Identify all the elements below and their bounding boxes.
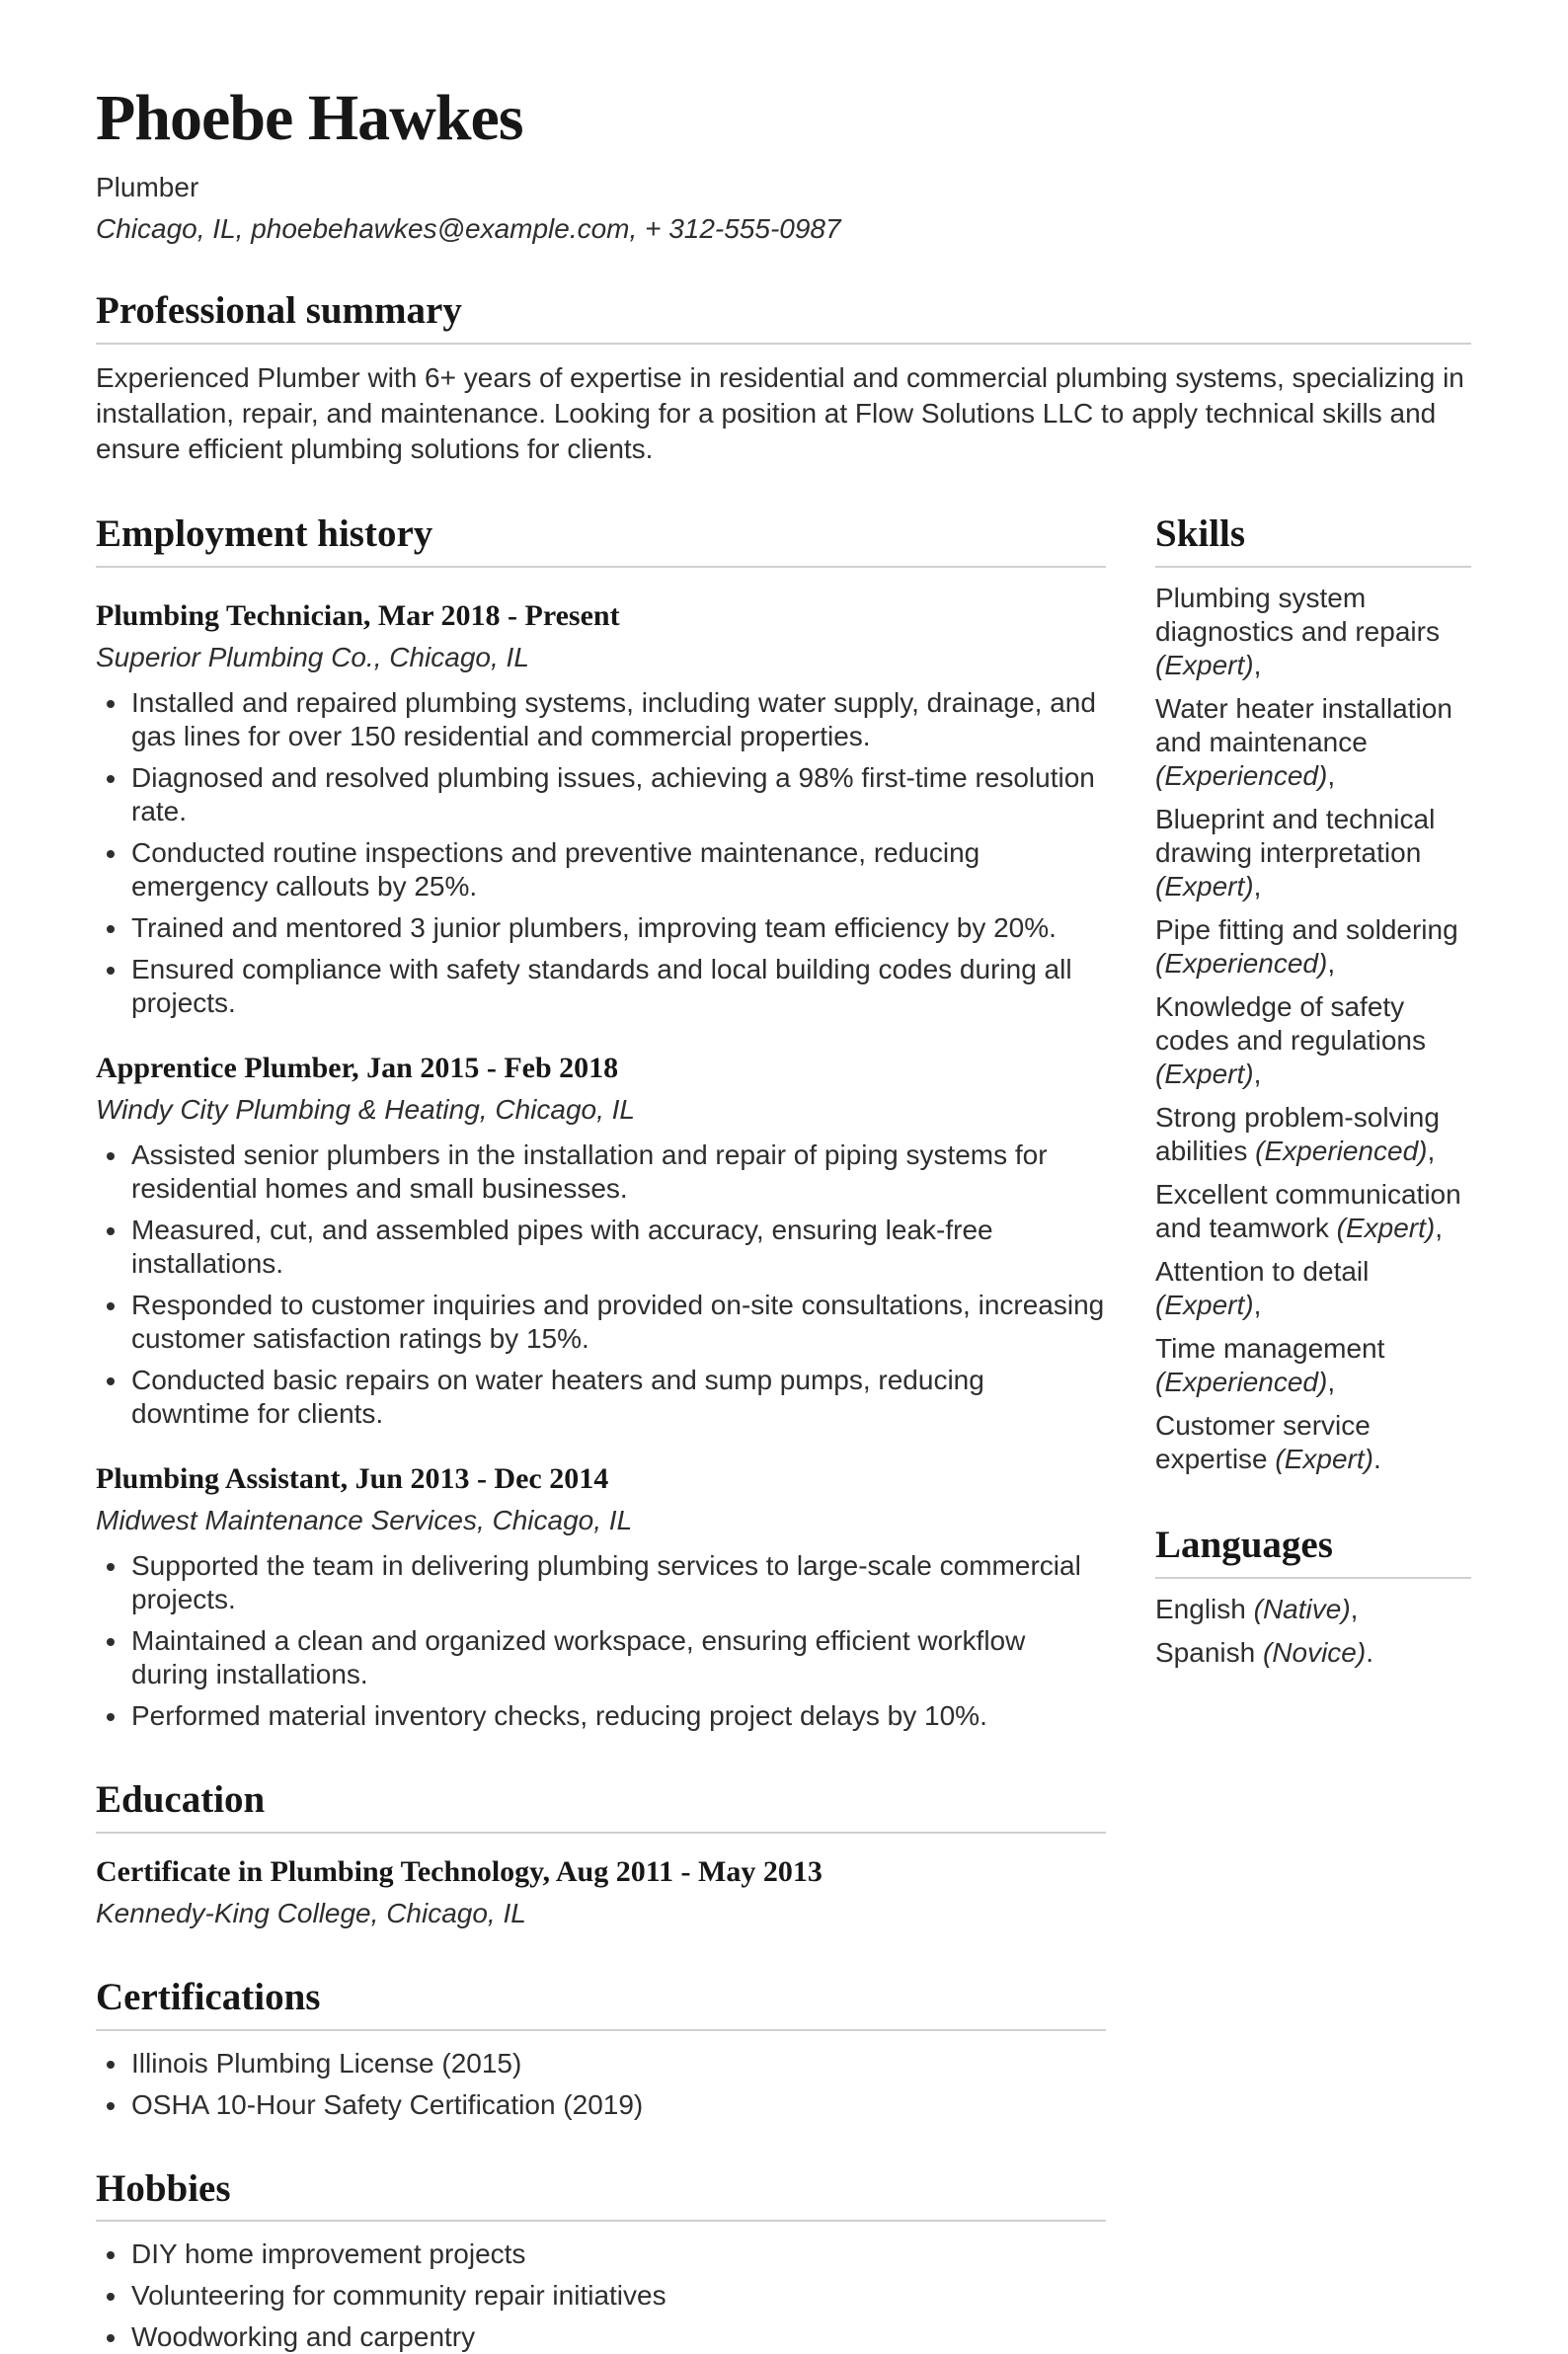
language-separator: , [1350, 1593, 1359, 1624]
skill-item [1155, 582, 1471, 682]
skill-level: (Experienced) [1155, 947, 1328, 979]
education-degree: Certificate in Plumbing Technology, Aug 2011 - May 2013 [96, 1854, 823, 1888]
employment-heading: Employment history [96, 512, 433, 556]
education-school: Kennedy-King College, Chicago, IL [96, 1897, 526, 1928]
skill-separator: , [1327, 1366, 1336, 1397]
certifications-heading: Certifications [96, 1975, 321, 2018]
job-entry [96, 597, 1106, 1020]
job-title: Apprentice Plumber, Jan 2015 - Feb 2018 [96, 1051, 619, 1084]
skill-name: Blueprint and technical drawing interpretation [1155, 803, 1436, 868]
skill-item [1155, 1178, 1471, 1245]
certification-item: • Illinois Plumbing License (2015) [129, 2047, 1106, 2080]
job-entry [96, 1050, 1106, 1431]
language-name: English [1155, 1593, 1246, 1624]
skill-item [1155, 1409, 1471, 1476]
skill-level: (Experienced) [1155, 1366, 1328, 1397]
certifications-section [96, 1976, 1106, 2122]
skill-separator: . [1372, 1443, 1381, 1474]
job-bullet: • Trained and mentored 3 junior plumbers, improving team efficiency by 20%. [129, 911, 1106, 945]
hobby-item: • Woodworking and carpentry [129, 2320, 1106, 2354]
contact-line: Chicago, IL, phoebehawkes@example.com, + 312-555-0987 [96, 213, 841, 245]
job-bullet: • Installed and repaired plumbing systems, including water supply, drainage, and gas lines for over 150 residential and commercial properties. [129, 686, 1106, 753]
language-level: (Novice) [1262, 1636, 1367, 1668]
skill-item [1155, 692, 1471, 793]
skill-level: (Expert) [1155, 870, 1254, 902]
job-list [96, 597, 1106, 1733]
skill-level: (Experienced) [1155, 759, 1328, 791]
languages-heading: Languages [1155, 1523, 1333, 1566]
language-level: (Native) [1253, 1593, 1351, 1624]
job-bullet: • Conducted basic repairs on water heaters and sump pumps, reducing downtime for clients. [129, 1364, 1106, 1431]
job-bullet: • Ensured compliance with safety standards and local building codes during all projects. [129, 953, 1106, 1020]
job-company: Superior Plumbing Co., Chicago, IL [96, 641, 529, 672]
summary-heading: Professional summary [96, 289, 462, 333]
job-bullet: • Diagnosed and resolved plumbing issues, achieving a 98% first-time resolution rate. [129, 761, 1106, 828]
summary-section [96, 289, 1471, 467]
resume-header [96, 83, 1471, 246]
skill-item [1155, 1332, 1471, 1399]
certification-item: • OSHA 10-Hour Safety Certification (2019) [129, 2088, 1106, 2122]
skill-list [1155, 582, 1471, 1476]
skill-separator: , [1253, 1058, 1262, 1089]
job-bullet-list [96, 1138, 1106, 1431]
job-title: Plumbing Technician, Mar 2018 - Present [96, 598, 620, 632]
language-list [1155, 1593, 1471, 1670]
skill-item [1155, 990, 1471, 1091]
job-bullet: • Maintained a clean and organized workspace, ensuring efficient workflow during installations. [129, 1624, 1106, 1691]
education-heading: Education [96, 1777, 266, 1821]
hobby-list [96, 2237, 1106, 2354]
skill-level: (Expert) [1155, 1289, 1254, 1320]
job-bullet: • Performed material inventory checks, reducing project delays by 10%. [129, 1699, 1106, 1733]
skills-heading: Skills [1155, 512, 1246, 556]
section-divider [96, 1832, 1106, 1834]
two-column-layout [96, 512, 1471, 2354]
job-entry [96, 1460, 1106, 1733]
certification-list [96, 2047, 1106, 2122]
job-bullet: • Assisted senior plumbers in the installation and repair of piping systems for residential homes and small businesses. [129, 1138, 1106, 1206]
skill-separator: , [1435, 1212, 1444, 1243]
section-divider [96, 2029, 1106, 2031]
job-bullet: • Conducted routine inspections and preventive maintenance, reducing emergency callouts by 25%. [129, 836, 1106, 903]
main-column [96, 512, 1106, 2354]
skill-name: Attention to detail [1155, 1255, 1370, 1287]
summary-text: Experienced Plumber with 6+ years of expertise in residential and commercial plumbing systems, specializing in installation, repair, and maintenance. Looking for a position at Flow Solutions LLC to apply technical skills and ensure efficient plumbing solutions for clients. [96, 362, 1464, 465]
section-divider [96, 343, 1471, 345]
skill-name: Time management [1155, 1332, 1385, 1364]
language-name: Spanish [1155, 1636, 1256, 1668]
hobby-item: • Volunteering for community repair initiatives [129, 2279, 1106, 2313]
skill-item [1155, 803, 1471, 903]
job-company: Midwest Maintenance Services, Chicago, IL [96, 1504, 633, 1535]
job-bullet-list [96, 686, 1106, 1020]
language-separator: . [1366, 1636, 1373, 1668]
candidate-job-title: Plumber [96, 172, 199, 203]
languages-section [1155, 1524, 1471, 1670]
job-bullet: • Measured, cut, and assembled pipes with accuracy, ensuring leak-free installations. [129, 1214, 1106, 1281]
skill-name: Pipe fitting and soldering [1155, 913, 1458, 945]
job-title: Plumbing Assistant, Jun 2013 - Dec 2014 [96, 1461, 609, 1495]
skill-name: Strong problem-solving abilities [1155, 1101, 1440, 1166]
hobbies-heading: Hobbies [96, 2166, 231, 2210]
section-divider [1155, 1577, 1471, 1579]
section-divider [96, 2220, 1106, 2222]
skill-separator: , [1253, 870, 1262, 902]
skill-name: Excellent communication and teamwork [1155, 1178, 1461, 1243]
job-bullet: • Responded to customer inquiries and provided on-site consultations, increasing customer satisfaction ratings by 15%. [129, 1289, 1106, 1356]
sidebar-column [1155, 512, 1471, 1670]
section-divider [1155, 566, 1471, 568]
hobby-item: • DIY home improvement projects [129, 2237, 1106, 2271]
skill-item [1155, 1255, 1471, 1322]
skill-level: (Expert) [1275, 1443, 1373, 1474]
skill-name: Knowledge of safety codes and regulations [1155, 990, 1426, 1056]
job-company: Windy City Plumbing & Heating, Chicago, IL [96, 1093, 635, 1125]
skill-separator: , [1427, 1135, 1436, 1166]
skill-item [1155, 913, 1471, 981]
skill-separator: , [1327, 947, 1336, 979]
skill-name: Customer service expertise [1155, 1409, 1371, 1474]
section-divider [96, 566, 1106, 568]
skill-separator: , [1253, 1289, 1262, 1320]
job-bullet: • Supported the team in delivering plumbing services to large-scale commercial projects. [129, 1549, 1106, 1616]
education-section [96, 1778, 1106, 1930]
job-bullet-list [96, 1549, 1106, 1733]
skills-section [1155, 512, 1471, 1476]
language-item [1155, 1593, 1471, 1626]
skill-name: Plumbing system diagnostics and repairs [1155, 582, 1440, 647]
skill-item [1155, 1101, 1471, 1168]
skill-level: (Expert) [1155, 1058, 1254, 1089]
skill-separator: , [1327, 759, 1336, 791]
candidate-name: Phoebe Hawkes [96, 82, 523, 154]
skill-level: (Expert) [1155, 649, 1254, 680]
language-item [1155, 1636, 1471, 1670]
skill-name: Water heater installation and maintenance [1155, 692, 1452, 757]
hobbies-section [96, 2167, 1106, 2354]
employment-section [96, 512, 1106, 1733]
skill-level: (Experienced) [1255, 1135, 1428, 1166]
skill-level: (Expert) [1336, 1212, 1436, 1243]
skill-separator: , [1253, 649, 1262, 680]
